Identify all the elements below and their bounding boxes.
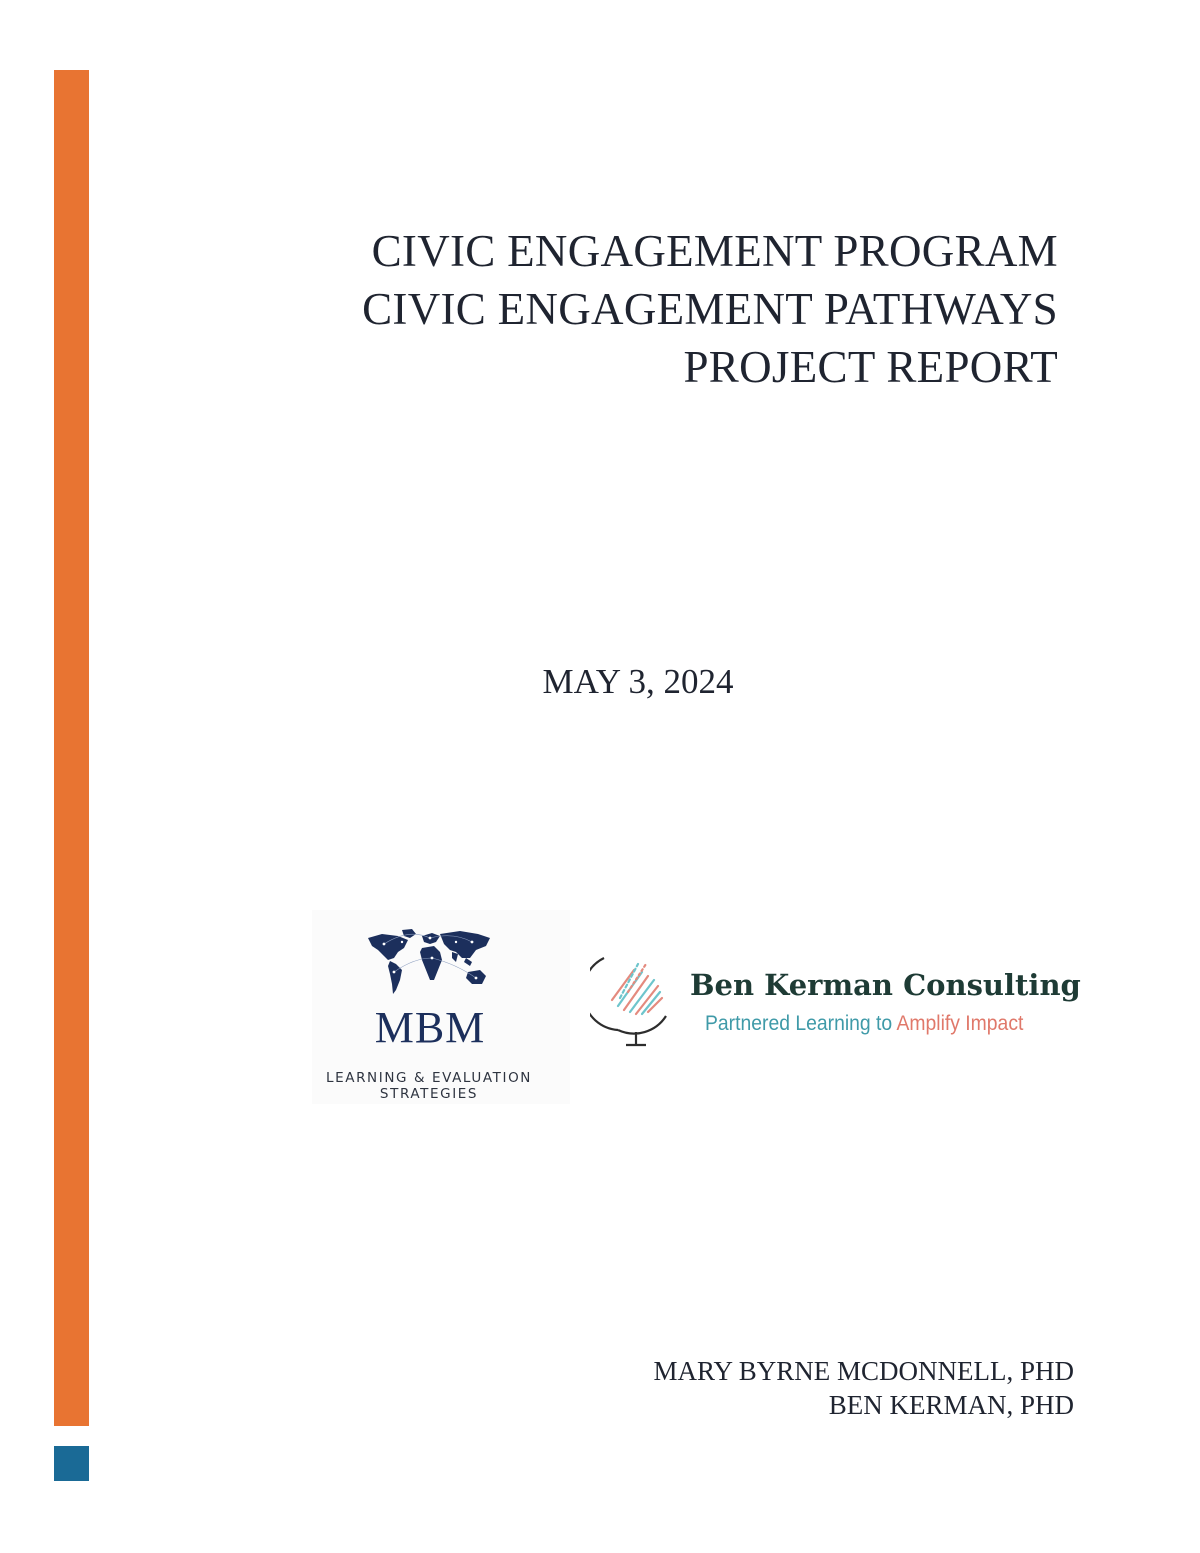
- mbm-subtitle: [312, 1070, 546, 1102]
- report-date: MAY 3, 2024: [542, 662, 734, 701]
- bk-company-name: Ben Kerman Consulting: [690, 968, 1081, 1002]
- authors: [653, 1354, 1074, 1422]
- bk-tagline: [705, 1011, 1023, 1036]
- accent-square: [54, 1446, 89, 1481]
- mbm-subtitle-line-2: STRATEGIES: [379, 1086, 479, 1102]
- accent-bar: [54, 70, 89, 1426]
- title-line-1: CIVIC ENGAGEMENT PROGRAM: [371, 226, 1058, 276]
- mbm-logo: [312, 910, 570, 1104]
- author-1: MARY BYRNE MCDONNELL, PHD: [653, 1356, 1074, 1386]
- mbm-subtitle-line-1: LEARNING & EVALUATION: [325, 1070, 533, 1086]
- mbm-name: MBM: [374, 1003, 486, 1052]
- report-title: [362, 222, 1058, 396]
- title-line-3: PROJECT REPORT: [683, 342, 1058, 392]
- world-map-icon: [364, 928, 494, 998]
- bk-tagline-part-1: Partnered Learning to: [705, 1011, 897, 1035]
- globe-icon: [590, 950, 676, 1050]
- author-2: BEN KERMAN, PHD: [828, 1390, 1074, 1420]
- bk-tagline-part-2: Amplify Impact: [896, 1011, 1024, 1035]
- ben-kerman-logo: [590, 950, 1081, 1050]
- title-line-2: CIVIC ENGAGEMENT PATHWAYS: [362, 284, 1058, 334]
